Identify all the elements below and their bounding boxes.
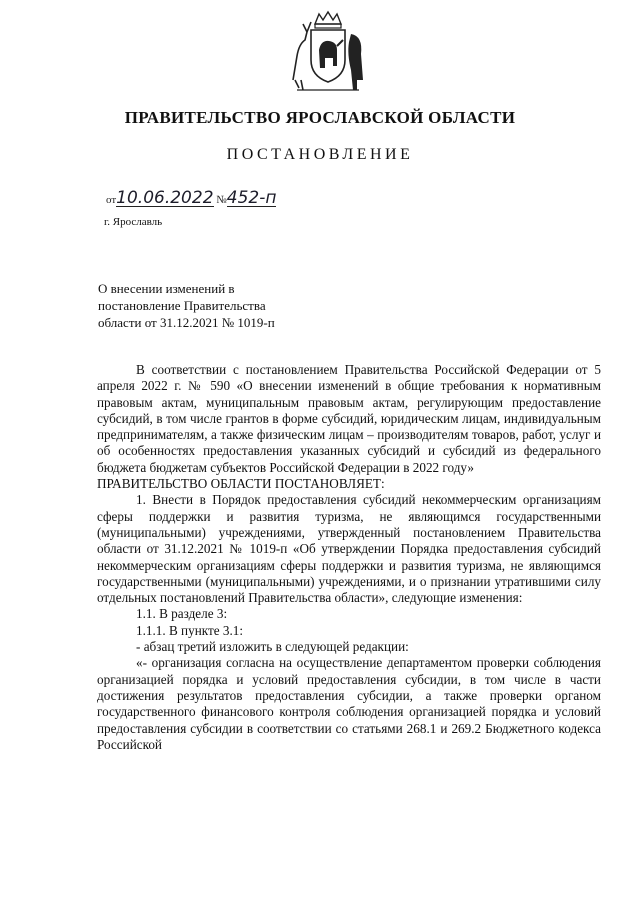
subject-line: О внесении изменений в	[98, 281, 235, 296]
date-prefix: от	[106, 194, 117, 206]
item-1-paragraph: 1. Внести в Порядок предоставления субсидий некоммерческим организациям сферы поддержки и развития туризма, не являющимся государственными (муниципальными) учреждениями, утвержденный постановлением Правительства области от 31.12.2021 № 1019-п «Об утверждении Порядка предоставления субсидий некоммерческим организациям сферы поддержки и развития туризма, не являющимся государственными (муниципальными) учреждениями, и о признании утратившими силу отдельных постановлений Правительства области», следующие изменения:	[97, 492, 601, 606]
document-date: 10.06.2022	[116, 188, 214, 208]
preamble-paragraph: В соответствии с постановлением Правительства Российской Федерации от 5 апреля 2022 г. № 590 «О внесении изменений в общие требования к нормативным правовым актам, муниципальным правовым актам, регулирующим предоставление субсидий, в том числе грантов в форме субсидий, юридическим лицам, индивидуальным предпринимателям, а также физическим лицам – производителям товаров, работ, услуг и об особенностях предоставления указанных субсидий и субсидий из федерального бюджета бюджетам субъектов Российской Федерации в 2022 году»	[97, 362, 601, 475]
item-1-1-paragraph: 1.1. В разделе 3:	[136, 606, 228, 622]
number-label: №	[216, 194, 227, 206]
item-1-1-1-paragraph: 1.1.1. В пункте 3.1:	[136, 622, 244, 638]
coat-of-arms-icon	[287, 10, 369, 94]
document-number: 452-п	[226, 188, 277, 208]
abzac-paragraph: - абзац третий изложить в следующей редакции:	[136, 639, 409, 655]
document-subject	[98, 280, 328, 331]
government-title: ПРАВИТЕЛЬСТВО ЯРОСЛАВСКОЙ ОБЛАСТИ	[124, 108, 516, 127]
subject-line: постановление Правительства	[98, 298, 266, 313]
registration-line	[106, 190, 276, 207]
resolves-heading: ПРАВИТЕЛЬСТВО ОБЛАСТИ ПОСТАНОВЛЯЕТ:	[97, 476, 385, 492]
quote-paragraph: «- организация согласна на осуществление департаментом проверки соблюдения организацией порядка и условий предоставления субсидии, в том числе в части достижения результатов предоставления субсидии, а также проверки органом государственного финансового контроля соблюдения организацией порядка и условий предоставления субсидии в соответствии со статьями 268.1 и 269.2 Бюджетного кодекса Российской	[97, 655, 601, 752]
city: г. Ярославль	[104, 216, 163, 228]
subject-line: области от 31.12.2021 № 1019-п	[98, 315, 275, 330]
document-body	[97, 362, 601, 753]
document-type: ПОСТАНОВЛЕНИЕ	[226, 146, 414, 163]
